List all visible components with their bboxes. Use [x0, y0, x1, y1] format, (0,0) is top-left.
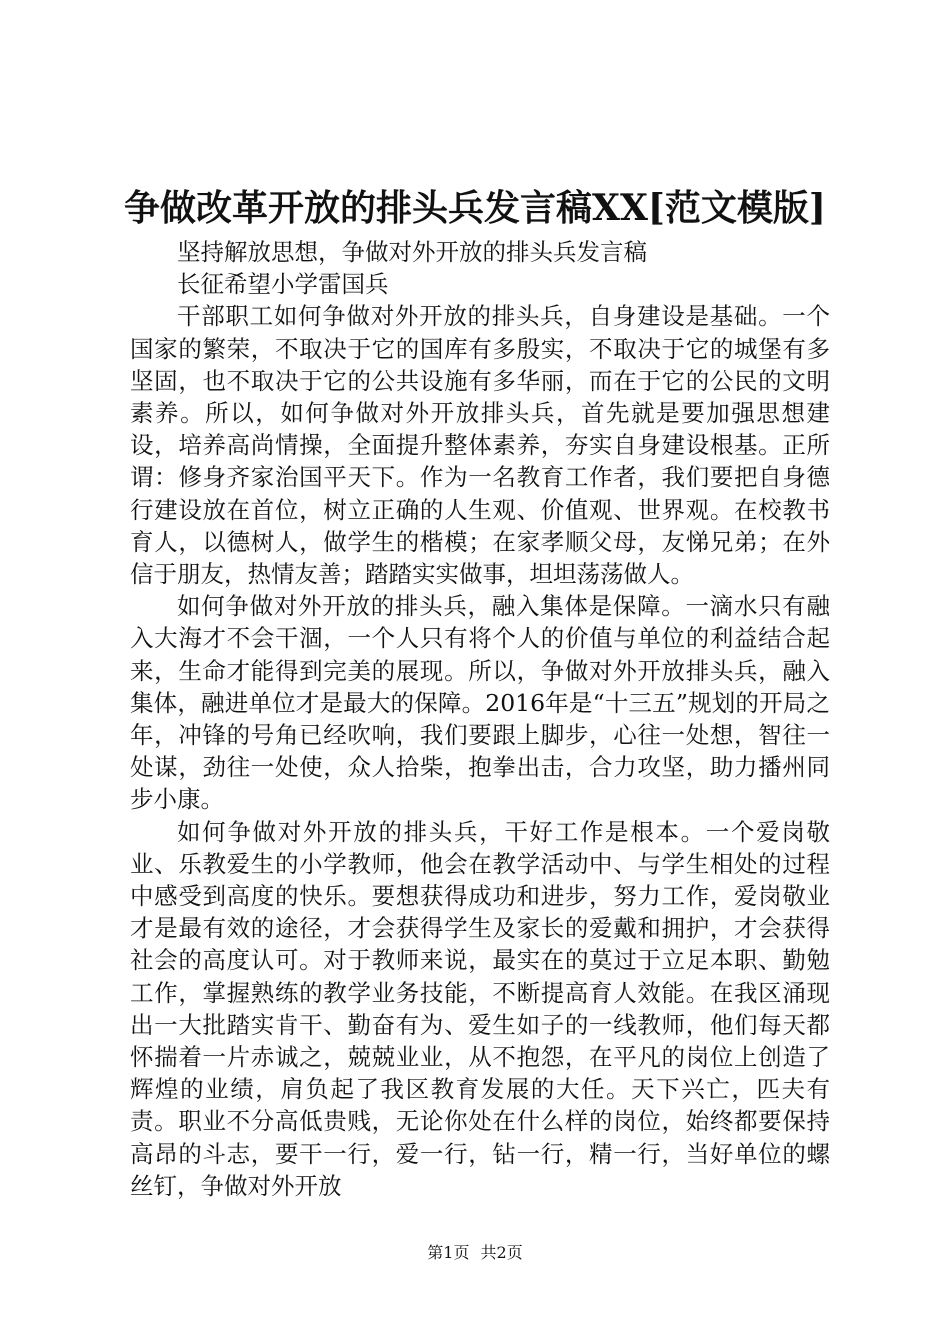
page-number-total: 共2页	[480, 1243, 523, 1262]
body-paragraph-2: 如何争做对外开放的排头兵，融入集体是保障。一滴水只有融入大海才不会干涸，一个人只有将个人的价值与单位的利益结合起来，生命才能得到完美的展现。所以，争做对外开放排头兵，融入集体，融进单位才是最大的保障。2016年是“十三五”规划的开局之年，冲锋的号角已经吹响，我们要跟上脚步，心往一处想，智往一处谋，劲往一处使，众人拾柴，抱拳出击，合力攻坚，助力播州同步小康。	[130, 592, 830, 814]
document-body	[130, 236, 830, 1202]
body-paragraph-3: 如何争做对外开放的排头兵，干好工作是根本。一个爱岗敬业、乐教爱生的小学教师，他会在教学活动中、与学生相处的过程中感受到高度的快乐。要想获得成功和进步，努力工作，爱岗敬业才是最有效的途径，才会获得学生及家长的爱戴和拥护，才会获得社会的高度认可。对于教师来说，最实在的莫过于立足本职、勤勉工作，掌握熟练的教学业务技能，不断提高育人效能。在我区涌现出一大批踏实肯干、勤奋有为、爱生如子的一线教师，他们每天都怀揣着一片赤诚之，兢兢业业，从不抱怨，在平凡的岗位上创造了辉煌的业绩，肩负起了我区教育发展的大任。天下兴亡，匹夫有责。职业不分高低贵贱，无论你处在什么样的岗位，始终都要保持高昂的斗志，要干一行，爱一行，钻一行，精一行，当好单位的螺丝钉，争做对外开放	[130, 817, 830, 1200]
body-paragraph-1: 干部职工如何争做对外开放的排头兵，自身建设是基础。一个国家的繁荣，不取决于它的国库有多殷实，不取决于它的城堡有多坚固，也不取决于它的公共设施有多华丽，而在于它的公民的文明素养。所以，如何争做对外开放排头兵，首先就是要加强思想建设，培养高尚情操，全面提升整体素养，夯实自身建设根基。正所谓：修身齐家治国平天下。作为一名教育工作者，我们要把自身德行建设放在首位，树立正确的人生观、价值观、世界观。在校教书育人，以德树人，做学生的楷模；在家孝顺父母，友悌兄弟；在外信于朋友，热情友善；踏踏实实做事，坦坦荡荡做人。	[130, 302, 830, 589]
document-title: 争做改革开放的排头兵发言稿XX[范文模版]	[124, 187, 826, 229]
page-number-current: 第1页	[427, 1243, 470, 1262]
author-line: 长征希望小学雷国兵	[177, 270, 389, 299]
subtitle-line: 坚持解放思想，争做对外开放的排头兵发言稿	[177, 238, 647, 266]
page-footer	[0, 1242, 950, 1264]
